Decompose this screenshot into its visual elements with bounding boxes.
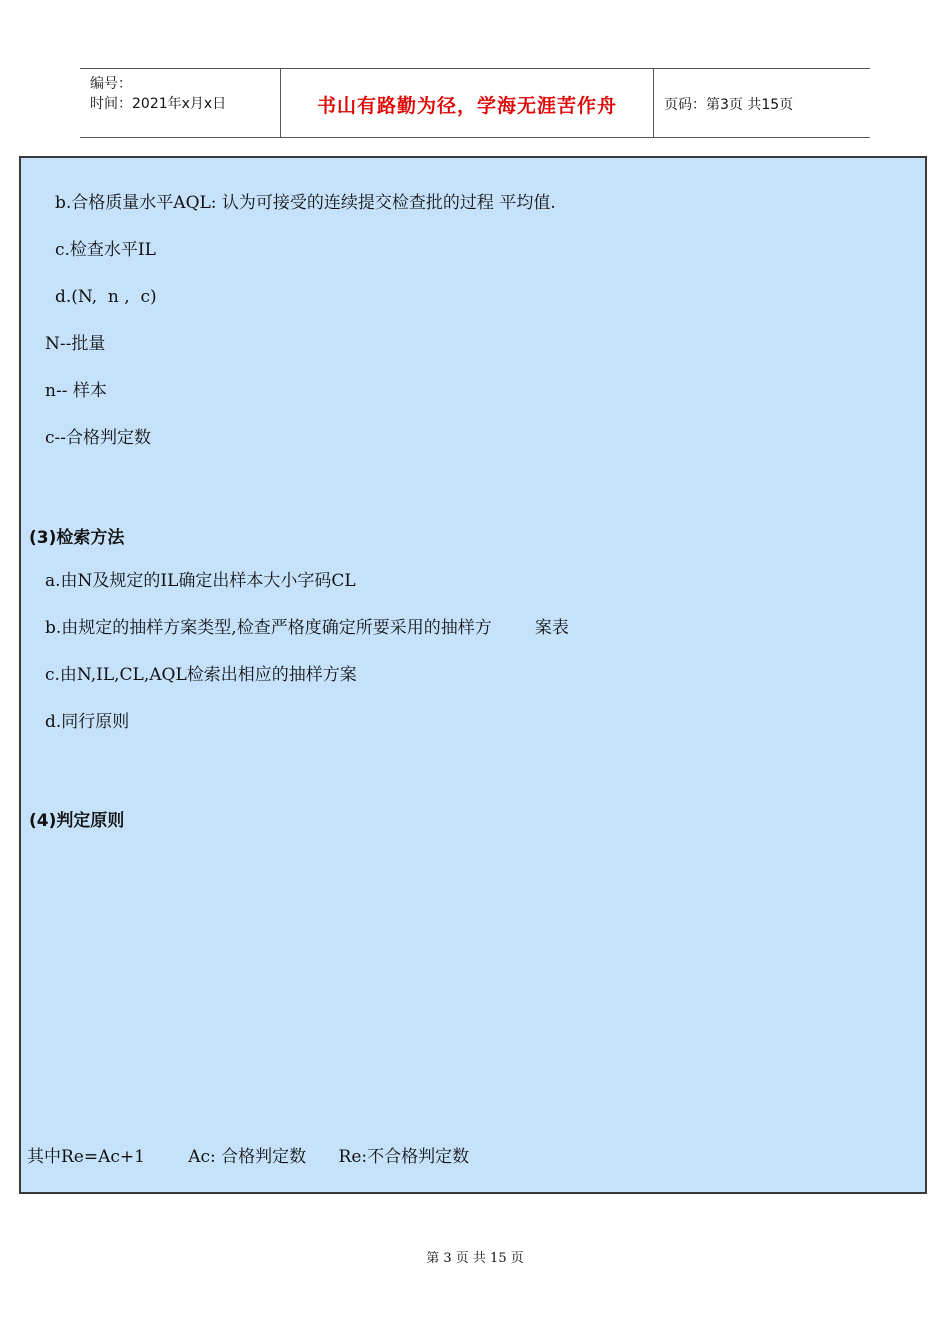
header-middle-cell — [281, 69, 654, 137]
section-heading-search-method: (3)检索方法 — [29, 528, 125, 548]
document-code-label: 编号： — [90, 76, 132, 92]
text-line-sample: n-- 样本 — [45, 381, 107, 401]
motto-text: 书山有路勤为径，学海无涯苦作舟 — [316, 95, 617, 117]
text-line-search-c: c.由N,IL,CL,AQL检索出相应的抽样方案 — [45, 665, 357, 685]
formula-line: 其中Re=Ac+1 Ac: 合格判定数 Re:不合格判定数 — [27, 1147, 470, 1167]
text-line-sampling-plan: d.(N, n , c) — [55, 287, 157, 307]
text-line-inspection-level: c.检查水平IL — [55, 240, 156, 260]
text-line-lot-size: N--批量 — [45, 334, 106, 354]
text-line-search-b: b.由规定的抽样方案类型,检查严格度确定所要采用的抽样方 案表 — [45, 618, 569, 638]
text-line-acceptance-number: c--合格判定数 — [45, 428, 152, 448]
header-page-info: 页码：第3页 共15页 — [664, 97, 794, 113]
page-footer: 第 3 页 共 15 页 — [426, 1251, 524, 1266]
text-line-search-d: d.同行原则 — [45, 712, 130, 732]
section-heading-judgement: (4)判定原则 — [29, 811, 125, 831]
page-header — [80, 68, 870, 138]
text-line-aql: b.合格质量水平AQL: 认为可接受的连续提交检查批的过程 平均值. — [55, 193, 556, 213]
header-right-cell — [654, 69, 870, 137]
document-date-label: 时间：2021年x月x日 — [90, 96, 227, 112]
header-left-cell — [80, 69, 281, 137]
content-box — [19, 156, 927, 1194]
text-line-search-a: a.由N及规定的IL确定出样本大小字码CL — [45, 571, 356, 591]
